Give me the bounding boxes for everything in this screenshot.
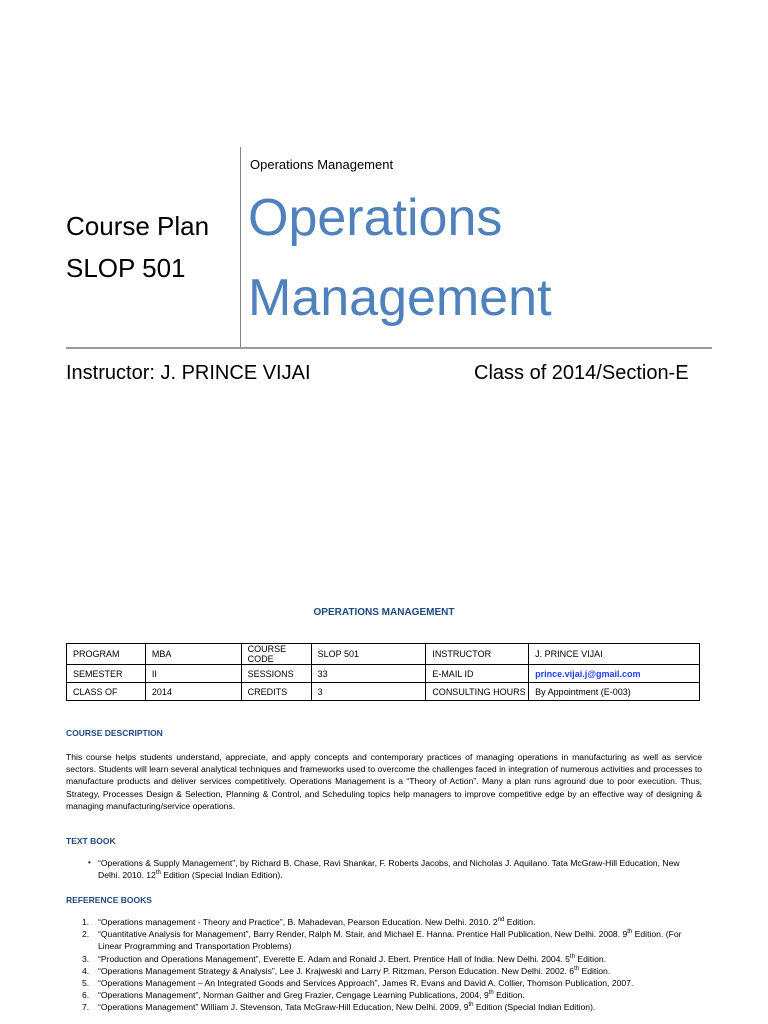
reference-sup: th bbox=[569, 953, 575, 960]
reference-entry: “Operations management - Theory and Practice”, B. Mahadevan, Pearson Education. New Delhi. 2010. 2 bbox=[98, 917, 498, 927]
table-cell: MBA bbox=[145, 644, 241, 665]
list-number: 2. bbox=[82, 929, 90, 940]
reference-entry-tail: Edition. bbox=[493, 990, 525, 1001]
reference-books-list bbox=[66, 916, 702, 1014]
list-number: 3. bbox=[82, 953, 90, 964]
reference-entry-tail: Edition. bbox=[504, 917, 536, 927]
reference-entry: “Operations Management” William J. Stevenson, Tata McGraw-Hill Education, New Delhi. 2009, 9 bbox=[98, 1002, 469, 1013]
reference-entry-tail: Edition (Special Indian Edition). bbox=[473, 1002, 596, 1013]
text-book-heading: TEXT BOOK bbox=[66, 836, 116, 846]
table-cell: By Appointment (E-003) bbox=[529, 683, 700, 701]
table-cell: INSTRUCTOR bbox=[426, 644, 529, 665]
table-cell: SESSIONS bbox=[241, 665, 311, 683]
table-row bbox=[67, 665, 700, 683]
table-cell: 2014 bbox=[145, 683, 241, 701]
reference-entry-tail: Edition. bbox=[574, 953, 607, 964]
reference-entry: “Operations Management Strategy & Analysis”, Lee J. Krajweski and Larry P. Ritzman. Person Education. New Delhi. 2002. 6 bbox=[98, 965, 575, 976]
course-info-table bbox=[66, 643, 700, 701]
email-link[interactable]: prince.vijai.j@gmail.com bbox=[529, 665, 700, 683]
list-item bbox=[66, 1001, 702, 1013]
reference-entry: “Operations Management – An Integrated Goods and Services Approach”, James R. Evans and David A. Collier, Thomson Publication, 2007. bbox=[98, 978, 634, 989]
reference-entry-tail: Edition. bbox=[579, 965, 611, 976]
cover-title-line2: Management bbox=[248, 269, 552, 327]
table-cell: J. PRINCE VIJAI bbox=[529, 644, 700, 665]
list-item bbox=[66, 928, 702, 952]
list-item bbox=[66, 965, 702, 977]
cover-subtitle: Operations Management bbox=[250, 157, 394, 172]
cover-title-line1: Operations bbox=[248, 189, 503, 247]
text-book-entry-tail: Edition (Special Indian Edition). bbox=[160, 870, 283, 881]
table-cell: CLASS OF bbox=[67, 683, 146, 701]
list-number: 4. bbox=[82, 965, 90, 976]
table-row bbox=[67, 644, 700, 665]
instructor-line: Instructor: J. PRINCE VIJAI bbox=[66, 362, 311, 384]
list-item bbox=[66, 977, 702, 989]
reference-sup: th bbox=[488, 990, 494, 997]
list-number: 6. bbox=[82, 990, 90, 1001]
table-cell: II bbox=[145, 665, 241, 683]
text-book-list bbox=[66, 857, 702, 881]
list-item bbox=[66, 989, 702, 1001]
table-cell: 3 bbox=[311, 683, 426, 701]
course-plan-label: Course Plan bbox=[66, 211, 210, 241]
table-cell: COURSE CODE bbox=[241, 644, 311, 665]
list-number: 1. bbox=[82, 917, 90, 927]
table-cell: PROGRAM bbox=[67, 644, 146, 665]
list-item bbox=[66, 857, 702, 881]
list-number: 7. bbox=[82, 1002, 90, 1013]
cover-horizontal-divider bbox=[66, 347, 712, 349]
reference-entry-tail: Edition. (For Linear Programming and Transportation Problems) bbox=[98, 929, 682, 952]
list-number: 5. bbox=[82, 978, 90, 989]
cover-vertical-divider bbox=[240, 147, 241, 347]
reference-sup: th bbox=[468, 1002, 474, 1009]
text-book-entry: “Operations & Supply Management”, by Richard B. Chase, Ravi Shankar, F. Roberts Jacobs, and Nicholas J. Aquilano. Tata McGraw-Hill Education, New Delhi. 2010. 12 bbox=[98, 858, 680, 881]
list-item bbox=[66, 916, 702, 928]
class-section-line: Class of 2014/Section-E bbox=[474, 362, 689, 384]
table-cell: SEMESTER bbox=[67, 665, 146, 683]
table-cell: 33 bbox=[311, 665, 426, 683]
bullet-icon: • bbox=[88, 858, 91, 867]
course-code-label: SLOP 501 bbox=[66, 253, 186, 283]
reference-sup: th bbox=[574, 965, 580, 972]
reference-sup: th bbox=[627, 929, 633, 936]
list-item bbox=[66, 953, 702, 965]
reference-entry: “Production and Operations Management”, Everette E. Adam and Ronald J. Ebert. Prentice Hall of India. New Delhi. 2004. 5 bbox=[98, 953, 570, 964]
course-description-heading: COURSE DESCRIPTION bbox=[66, 728, 163, 738]
course-description-text: This course helps students understand, appreciate, and apply concepts and contemporary practices of managing operations in manufacturing as well as service sectors. Students will learn several analytical techniques and frameworks used to overcome the challenges faced in integration of numerous activities and processes to manufacture products and deliver services competitively. Operations Management is a “Theory of Action”. Many a plan runs aground due to poor execution. Thus, Strategy, Processes Design & Selection, Planning & Control, and Scheduling topics help managers to improve competitive edge by an effective way of designing & managing manufacturing/service operations. bbox=[66, 752, 702, 811]
table-row bbox=[67, 683, 700, 701]
table-cell: SLOP 501 bbox=[311, 644, 426, 665]
reference-entry: “Quantitative Analysis for Management”, Barry Render, Ralph M. Stair, and Michael E. Hanna. Prentice Hall Publication, New Delhi. 2008. 9 bbox=[98, 929, 628, 940]
page-heading: OPERATIONS MANAGEMENT bbox=[313, 607, 455, 618]
reference-books-heading: REFERENCE BOOKS bbox=[66, 895, 152, 905]
text-book-sup: th bbox=[155, 870, 161, 877]
reference-sup: nd bbox=[497, 917, 505, 924]
table-cell: CREDITS bbox=[241, 683, 311, 701]
table-cell: E-MAIL ID bbox=[426, 665, 529, 683]
table-cell: CONSULTING HOURS bbox=[426, 683, 529, 701]
reference-entry: “Operations Management”, Norman Gaither and Greg Frazier, Cengage Learning Publications, 2004, 9 bbox=[98, 990, 489, 1001]
